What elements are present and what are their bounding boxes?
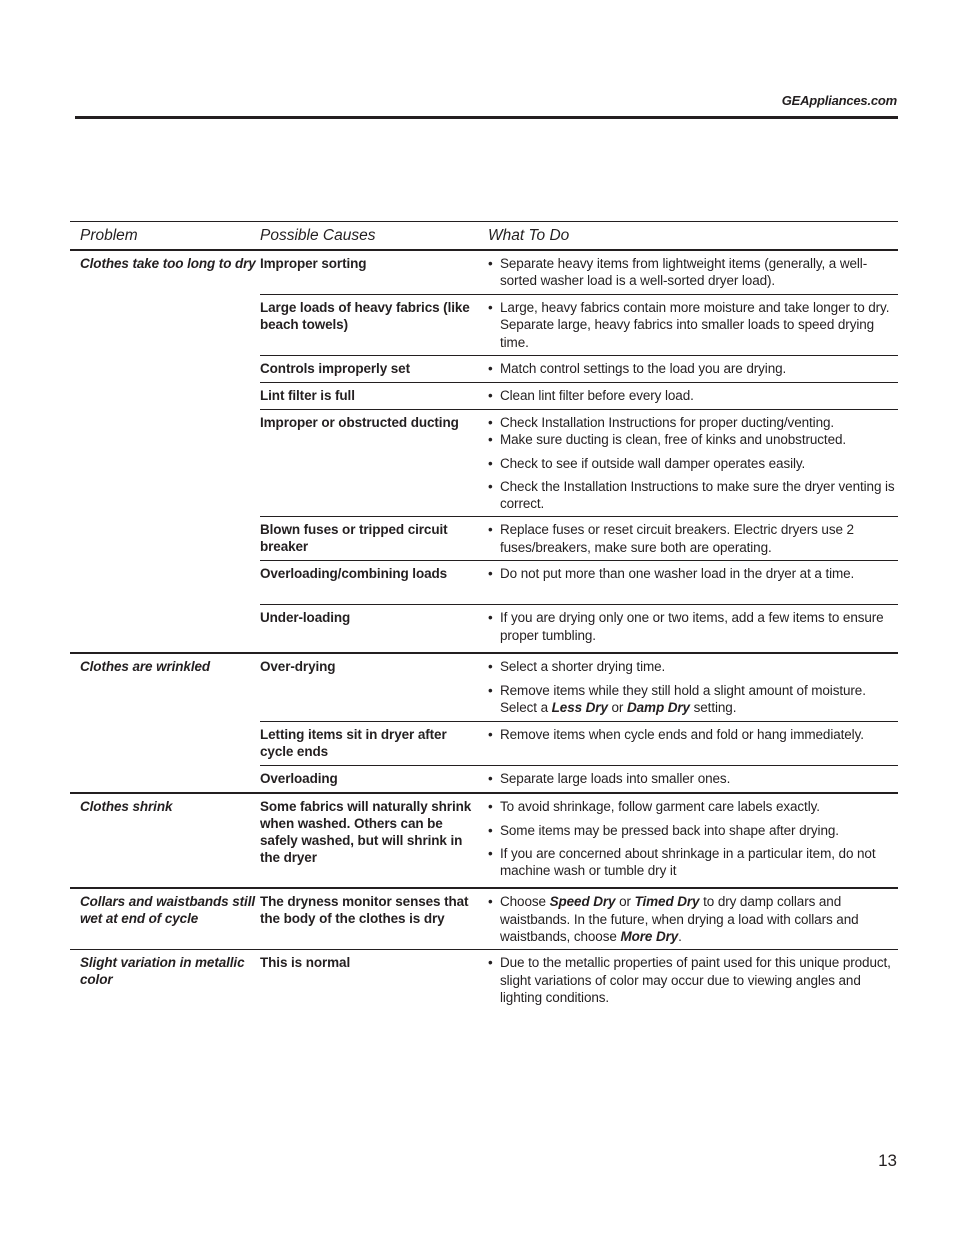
cause-label: Large loads of heavy fabrics (like beach towels) [260, 300, 470, 332]
table-row [260, 765, 898, 792]
troubleshooting-table [70, 221, 898, 1010]
table-row [260, 251, 898, 294]
column-problem: Problem [80, 226, 138, 244]
cause-label: The dryness monitor senses that the body of the clothes is dry [260, 894, 469, 927]
fix-item: • Large, heavy fabrics contain more moisture and take longer to dry. Separate large, heavy fabrics into smaller loads to speed drying time. [488, 300, 890, 350]
problem-group [70, 654, 898, 794]
table-row [260, 889, 898, 949]
fix-item: • Clean lint filter before every load. [488, 388, 694, 403]
fix-item: • Check the Installation Instructions to make sure the dryer venting is correct. [488, 478, 895, 512]
header-rule [75, 116, 898, 119]
cause-label: Overloading [260, 771, 338, 787]
fix-item: • If you are drying only one or two items, add a few items to ensure proper tumbling. [488, 610, 884, 643]
fix-item: • Remove items while they still hold a slight amount of moisture. Select a Less Dry or Damp Dry setting. [488, 682, 866, 716]
cause-label: Overloading/combining loads [260, 566, 448, 582]
problem-group [70, 889, 898, 950]
table-row [260, 382, 898, 409]
fix-item: • Check Installation Instructions for proper ducting/venting. [488, 415, 835, 430]
fix-item: • Separate large loads into smaller ones. [488, 771, 731, 787]
cause-label: Blown fuses or tripped circuit breaker [260, 522, 448, 555]
cause-label: Under-loading [260, 610, 351, 626]
fix-item: • Make sure ducting is clean, free of kinks and unobstructed. [488, 432, 847, 448]
cause-label: Over-drying [260, 659, 336, 675]
table-row [260, 721, 898, 765]
cause-label: Improper or obstructed ducting [260, 415, 459, 430]
column-what-to-do: What To Do [488, 226, 570, 244]
table-row [260, 409, 898, 516]
fix-item: • Check to see if outside wall damper operates easily. [488, 455, 806, 471]
cause-label: Improper sorting [260, 256, 367, 271]
column-possible-causes: Possible Causes [260, 226, 376, 244]
fix-item: • Replace fuses or reset circuit breakers. Electric dryers use 2 fuses/breakers, make sure both are operating. [488, 522, 854, 555]
fix-item: • Due to the metallic properties of paint used for this unique product, slight variations of color may occur due to viewing angles and lighting conditions. [488, 955, 891, 1005]
problem-label: Clothes are wrinkled [80, 659, 211, 675]
fix-item: • Do not put more than one washer load in the dryer at a time. [488, 566, 855, 582]
problem-label: Clothes take too long to dry [80, 256, 256, 271]
fix-item: • To avoid shrinkage, follow garment care labels exactly. [488, 799, 820, 815]
table-row [260, 355, 898, 382]
fix-item: • Remove items when cycle ends and fold or hang immediately. [488, 727, 864, 743]
problem-group [70, 794, 898, 889]
problem-group [70, 251, 898, 654]
cause-label: This is normal [260, 955, 351, 971]
site-url: GEAppliances.com [781, 93, 897, 108]
table-row [260, 950, 898, 1010]
cause-label: Controls improperly set [260, 361, 410, 376]
table-row [260, 794, 898, 887]
fix-item: • Separate heavy items from lightweight items (generally, a well-sorted washer load is a well-sorted dryer load). [488, 256, 868, 289]
page-number: 13 [878, 1151, 897, 1170]
fix-item: • Match control settings to the load you are drying. [488, 361, 787, 376]
table-row [260, 654, 898, 721]
fix-item: • Some items may be pressed back into shape after drying. [488, 822, 839, 838]
table-header [70, 221, 898, 251]
fix-item: • Choose Speed Dry or Timed Dry to dry damp collars and waistbands. In the future, when drying a load with collars and waistbands, choose More Dry. [488, 894, 859, 945]
problem-label: Clothes shrink [80, 799, 173, 815]
cause-label: Some fabrics will naturally shrink when washed. Others can be safely washed, but will shrink in the dryer [260, 799, 472, 866]
table-row [260, 560, 898, 604]
problem-label: Slight variation in metallic color [80, 955, 245, 988]
table-row [260, 604, 898, 652]
table-row [260, 294, 898, 355]
cause-label: Lint filter is full [260, 388, 355, 403]
fix-item: • Select a shorter drying time. [488, 659, 666, 675]
problem-label: Collars and waistbands still wet at end of cycle [80, 894, 255, 927]
cause-label: Letting items sit in dryer after cycle ends [260, 727, 447, 760]
table-row [260, 516, 898, 560]
fix-item: • If you are concerned about shrinkage in a particular item, do not machine wash or tumble dry it [488, 846, 876, 879]
problem-group [70, 950, 898, 1010]
